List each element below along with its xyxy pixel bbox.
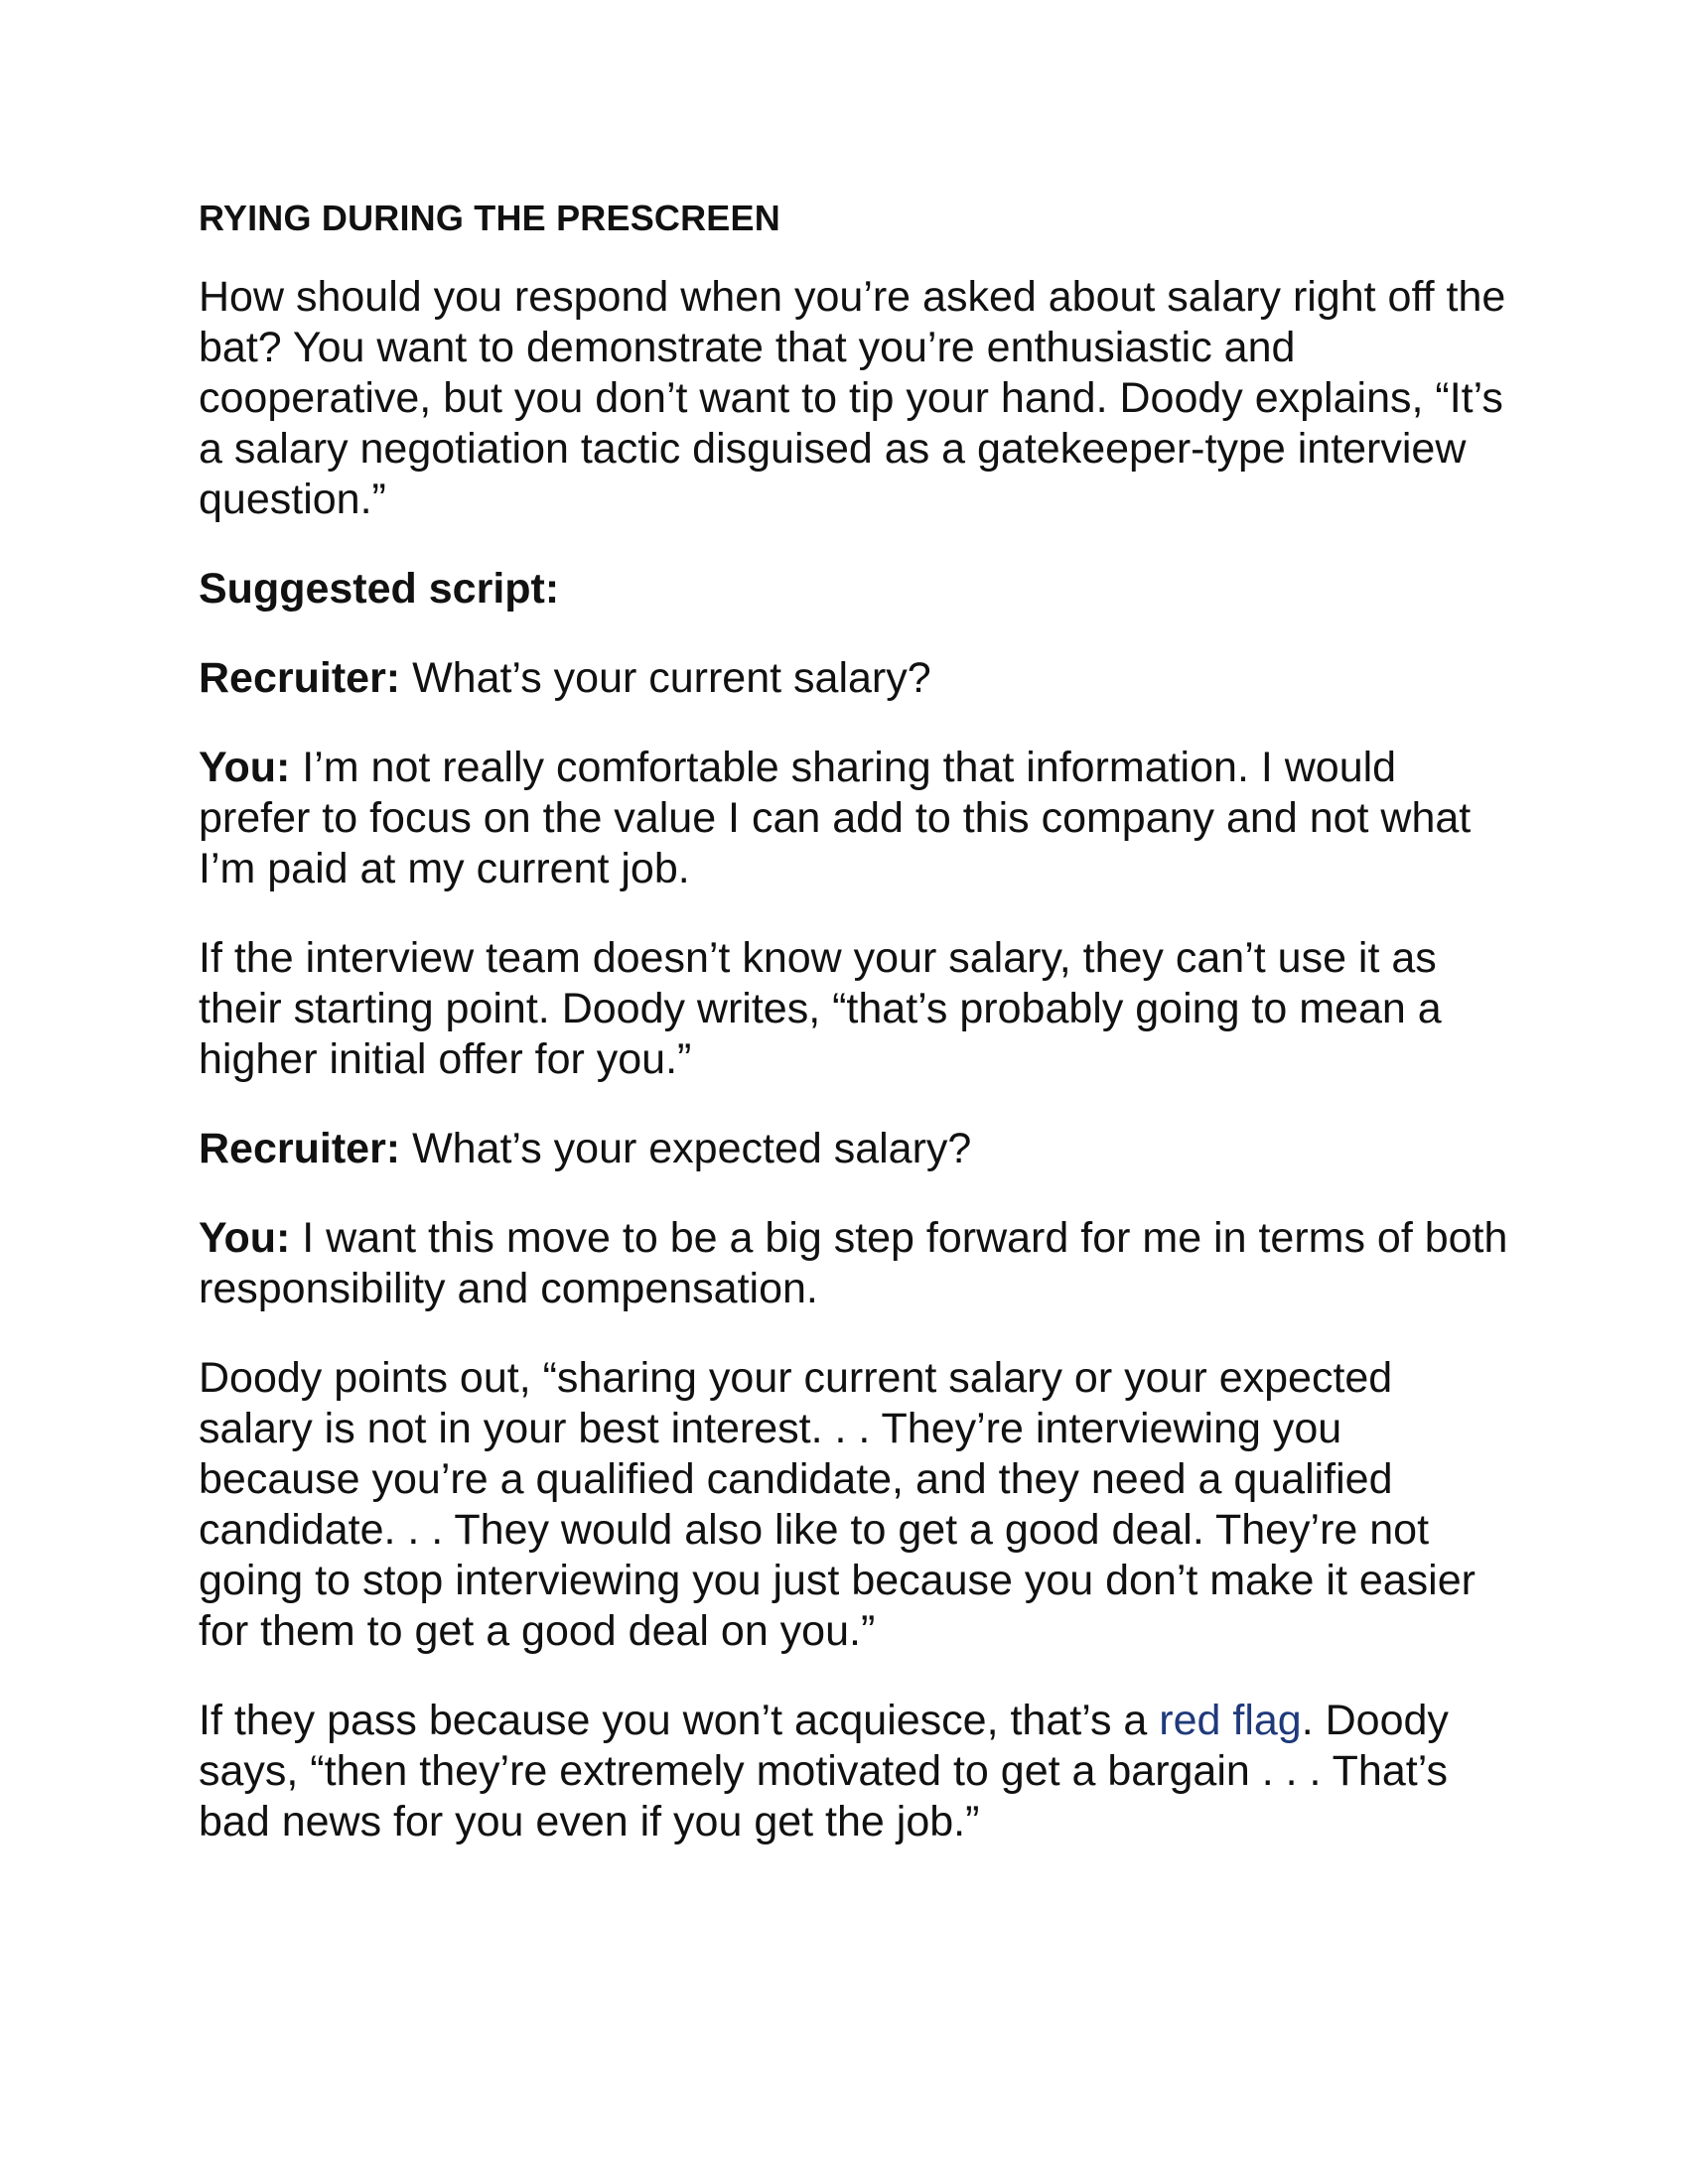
section-heading: RYING DURING THE PRESCREEN bbox=[199, 198, 780, 238]
you-line-2 bbox=[199, 1213, 1509, 1314]
script-heading: Suggested script: bbox=[199, 565, 560, 613]
document-page bbox=[199, 195, 1509, 1886]
recruiter-label: Recruiter: bbox=[199, 654, 401, 702]
final-text-after-link: . Doody says, “then they’re extremely motivated to get a bargain . . . That’s bad news for you even if you get the job.” bbox=[199, 1697, 1449, 1845]
recruiter-question: What’s your current salary? bbox=[400, 654, 931, 702]
team-paragraph: If the interview team doesn’t know your salary, they can’t use it as their starting point. Doody writes, “that’s probably going to mean a higher initial offer for you.” bbox=[199, 934, 1442, 1083]
you-answer: I’m not really comfortable sharing that information. I would prefer to focus on the value I can add to this company and not what I’m paid at my current job. bbox=[199, 744, 1472, 892]
you-label: You: bbox=[199, 744, 291, 791]
intro-paragraph: How should you respond when you’re asked about salary right off the bat? You want to demonstrate that you’re enthusiastic and cooperative, but you don’t want to tip your hand. Doody explains, “It’s a salary negotiation tactic disguised as a gatekeeper-type interview question.” bbox=[199, 273, 1506, 523]
recruiter-label: Recruiter: bbox=[199, 1125, 401, 1172]
you-answer: I want this move to be a big step forward for me in terms of both responsibility and compensation. bbox=[199, 1214, 1508, 1312]
recruiter-line-1 bbox=[199, 653, 1509, 704]
red-flag-link[interactable]: red flag bbox=[1159, 1697, 1302, 1744]
you-line-1 bbox=[199, 743, 1509, 894]
recruiter-line-2 bbox=[199, 1124, 1509, 1174]
final-text-before-link: If they pass because you won’t acquiesce, that’s a bbox=[199, 1697, 1160, 1744]
recruiter-question: What’s your expected salary? bbox=[400, 1125, 972, 1172]
you-label: You: bbox=[199, 1214, 291, 1262]
doody-paragraph: Doody points out, “sharing your current salary or your expected salary is not in your best interest. . . They’re interviewing you because you’re a qualified candidate, and they need a qualified candidate. . . They would also like to get a good deal. They’re not going to stop interviewing you just because you don’t make it easier for them to get a good deal on you.” bbox=[199, 1354, 1476, 1655]
final-paragraph bbox=[199, 1696, 1509, 1847]
